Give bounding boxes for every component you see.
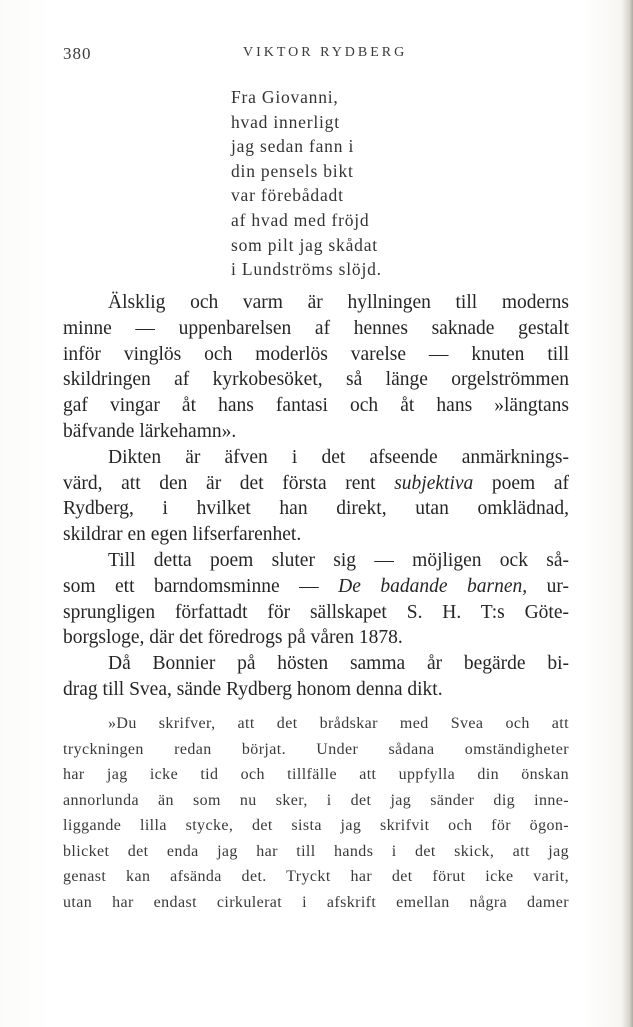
- text-line: gaf vingar åt hans fantasi och åt hans »längtans: [63, 395, 569, 417]
- page-number: 380: [63, 44, 92, 63]
- text-fragment: värd, att den är det första rent: [63, 472, 395, 494]
- poem-line: i Lundströms slöjd.: [231, 259, 382, 280]
- text-line: borgsloge, där det föredrogs på våren 1878.: [63, 627, 403, 649]
- text-line: Rydberg, i hvilket han direkt, utan omklädnad,: [63, 498, 569, 520]
- quoted-letter: [63, 711, 569, 915]
- letter-line: utan har endast cirkulerat i afskrift emellan några damer: [63, 893, 569, 911]
- text-line: [63, 471, 569, 497]
- text-line: Älsklig och varm är hyllningen till moderns: [108, 292, 569, 313]
- poem-line: jag sedan fann i: [231, 136, 355, 157]
- poem-line: af hvad med fröjd: [231, 209, 370, 230]
- poem-line: hvad innerligt: [231, 111, 340, 132]
- page-header: [63, 44, 571, 70]
- text-line: Dikten är äfven i det afseende anmärknings-: [108, 446, 569, 468]
- poem-title: De badande barnen,: [338, 575, 528, 597]
- text-line: skildrar en egen lifserfarenhet.: [63, 524, 302, 546]
- letter-line: annorlunda än som nu sker, i det jag sänder dig inne-: [63, 791, 569, 809]
- letter-line: liggande lilla stycke, det sista jag skrifvit och för ögon-: [63, 817, 569, 834]
- text-fragment: som ett barndomsminne —: [63, 575, 339, 597]
- emphasized-term: subjektiva: [394, 472, 474, 494]
- text-line: sprungligen författadt för sällskapet S. H. T:s Göte-: [63, 601, 569, 623]
- poem-line: var förebådadt: [231, 185, 344, 206]
- text-line: inför vinglös och moderlös varelse — knuten till: [63, 343, 569, 365]
- poem-line: som pilt jag skådat: [231, 234, 378, 255]
- text-line: [63, 574, 569, 600]
- letter-line: tryckningen redan börjat. Under sådana omständigheter: [63, 740, 569, 758]
- letter-line: »Du skrifver, att det brådskar med Svea och att: [108, 715, 569, 732]
- page-edge-shadow: [621, 0, 633, 1027]
- body-text: [63, 290, 569, 703]
- text-line: skildringen af kyrkobesöket, så länge orgelströmmen: [63, 369, 569, 391]
- text-line: Till detta poem sluter sig — möjligen ock så-: [108, 549, 569, 571]
- text-fragment: poem af: [473, 472, 569, 494]
- text-line: Då Bonnier på hösten samma år begärde bi-: [108, 653, 569, 675]
- running-head: VIKTOR RYDBERG: [243, 45, 408, 60]
- text-line: minne — uppenbarelsen af hennes saknade gestalt: [63, 317, 569, 339]
- text-line: bäfvande lärkehamn».: [63, 420, 237, 442]
- text-fragment: ur-: [527, 575, 569, 597]
- poem-line: Fra Giovanni,: [231, 87, 339, 107]
- text-line: drag till Svea, sände Rydberg honom denna dikt.: [63, 678, 443, 700]
- poem-line: din pensels bikt: [231, 160, 354, 181]
- poem-stanza: [231, 85, 382, 282]
- letter-line: blicket det enda jag har till hands i det skick, att jag: [63, 842, 569, 860]
- letter-line: har jag icke tid och tillfälle att uppfylla din önskan: [63, 766, 569, 783]
- letter-line: genast kan afsända det. Tryckt har det förut icke varit,: [63, 868, 569, 885]
